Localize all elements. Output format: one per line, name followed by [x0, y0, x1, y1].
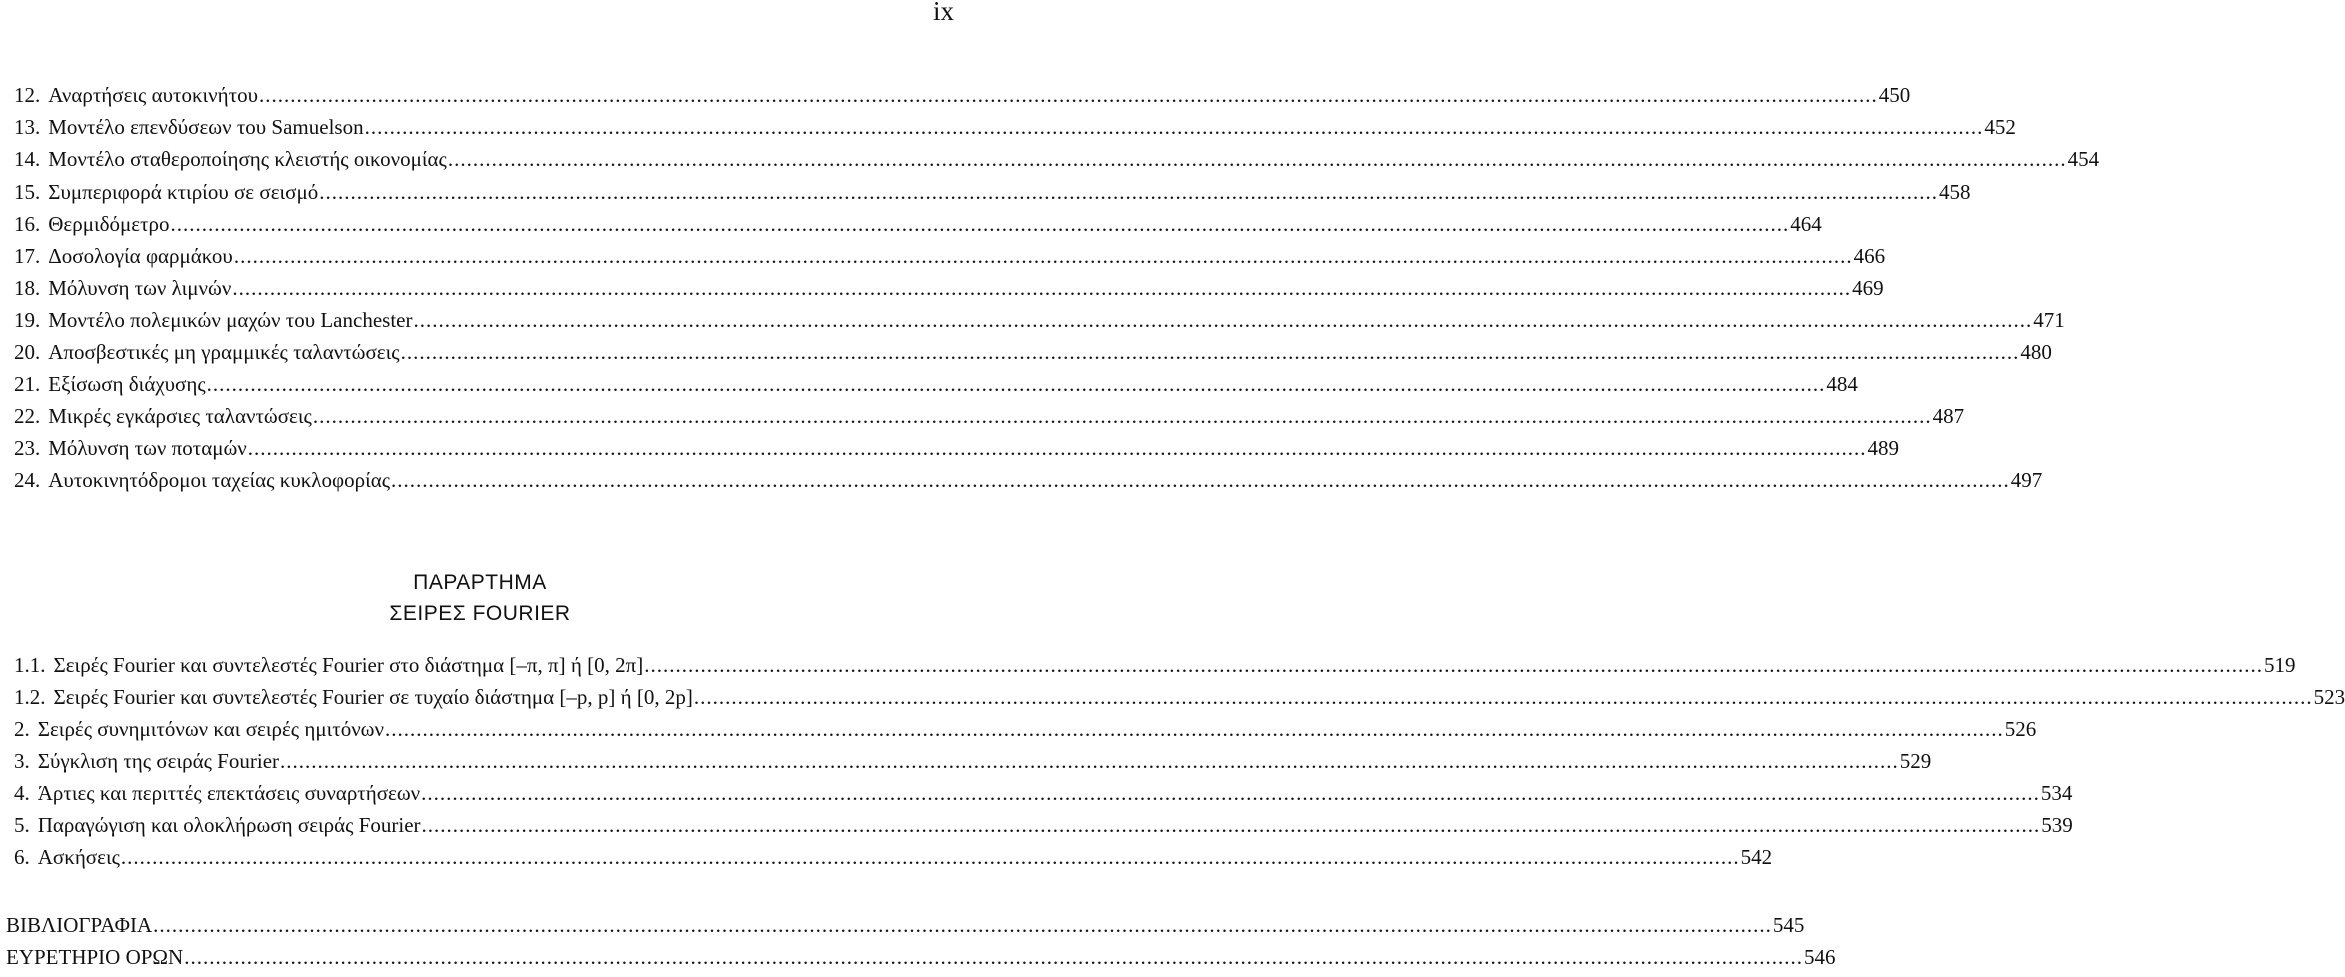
dot-leader: [365, 111, 1984, 143]
entry-page: 523: [2313, 685, 2345, 709]
entry-title: Σειρές συνημιτόνων και σειρές ημιτόνων: [37, 717, 385, 741]
entry-number: 15.: [14, 180, 41, 204]
toc-entry[interactable]: [14, 272, 1884, 304]
entry-page: 497: [2010, 468, 2043, 492]
entry-number: 20.: [14, 340, 41, 364]
toc-entry[interactable]: [14, 713, 2037, 745]
entry-title: Άρτιες και περιττές επεκτάσεις συναρτήσεων: [37, 781, 421, 805]
entry-number: 14.: [14, 147, 41, 171]
toc-entry[interactable]: [14, 304, 2065, 336]
entry-title: Μικρές εγκάρσιες ταλαντώσεις: [48, 404, 312, 428]
entry-number: 23.: [14, 436, 41, 460]
entry-title: Μοντέλο πολεμικών μαχών του Lanchester: [48, 308, 413, 332]
entry-number: 21.: [14, 372, 41, 396]
dot-leader: [259, 79, 1878, 111]
toc-entry[interactable]: [14, 176, 1971, 208]
entry-page: 480: [2020, 340, 2052, 364]
entry-number: 4.: [14, 781, 30, 805]
entry-title: Σειρές Fourier και συντελεστές Fourier σε τυχαίο διάστημα [–p, p] ή [0, 2p]: [53, 685, 693, 709]
entry-page: 484: [1826, 372, 1858, 396]
entry-title: Εξίσωση διάχυσης: [48, 372, 206, 396]
entry-title: Σειρές Fourier και συντελεστές Fourier στο διάστημα [–π, π] ή [0, 2π]: [53, 653, 644, 677]
toc-entry[interactable]: [14, 400, 1965, 432]
entry-page: 454: [2067, 147, 2100, 171]
dot-leader: [121, 841, 1740, 873]
dot-leader: [313, 400, 1932, 432]
entry-page: 526: [2004, 717, 2037, 741]
entry-number: 6.: [14, 845, 30, 869]
entry-title: Μόλυνση των ποταμών: [48, 436, 247, 460]
entry-number: 17.: [14, 244, 41, 268]
entry-title: Αναρτήσεις αυτοκινήτου: [48, 83, 258, 107]
entry-page: 466: [1853, 244, 1886, 268]
entry-number: 1.1.: [14, 653, 46, 677]
dot-leader: [184, 941, 1803, 973]
toc-entry[interactable]: [14, 208, 1822, 240]
toc-entry[interactable]: [14, 432, 1900, 464]
dot-leader: [319, 176, 1938, 208]
toc-entry[interactable]: [14, 143, 2100, 175]
entry-number: 24.: [14, 468, 41, 492]
entry-number: 19.: [14, 308, 41, 332]
toc-entry[interactable]: [14, 240, 1886, 272]
dot-leader: [280, 745, 1899, 777]
entry-title: Αποσβεστικές μη γραμμικές ταλαντώσεις: [48, 340, 400, 364]
entry-title: ΕΥΡΕΤΗΡΙΟ ΟΡΩΝ: [6, 945, 184, 969]
entry-title: Συμπεριφορά κτιρίου σε σεισμό: [48, 180, 319, 204]
dot-leader: [232, 272, 1851, 304]
entry-page: 458: [1939, 180, 1971, 204]
entry-page: 452: [1984, 115, 2016, 139]
page-number: ix: [932, 0, 954, 26]
dot-leader: [248, 432, 1867, 464]
toc-entry[interactable]: [14, 841, 1773, 873]
dot-leader: [385, 713, 2004, 745]
entry-page: 545: [1772, 913, 1805, 937]
entry-page: 519: [2263, 653, 2296, 677]
entry-title: Θερμιδόμετρο: [48, 212, 170, 236]
dot-leader: [171, 208, 1790, 240]
dot-leader: [391, 464, 2010, 496]
toc-entry[interactable]: [14, 745, 1932, 777]
dot-leader: [153, 909, 1772, 941]
entry-title: Μόλυνση των λιμνών: [48, 276, 232, 300]
entry-number: 13.: [14, 115, 41, 139]
entry-page: 464: [1790, 212, 1822, 236]
toc-entry[interactable]: [14, 809, 2073, 841]
entry-page: 487: [1932, 404, 1965, 428]
dot-leader: [401, 336, 2020, 368]
entry-page: 534: [2040, 781, 2073, 805]
dot-leader: [694, 681, 2313, 713]
entry-title: Σύγκλιση της σειράς Fourier: [37, 749, 280, 773]
entry-number: 1.2.: [14, 685, 46, 709]
entry-number: 12.: [14, 83, 41, 107]
entry-title: ΒΙΒΛΙΟΓΡΑΦΙΑ: [6, 913, 153, 937]
dot-leader: [644, 649, 2263, 681]
entry-page: 529: [1899, 749, 1932, 773]
entry-page: 539: [2041, 813, 2073, 837]
entry-page: 450: [1878, 83, 1911, 107]
entry-title: Παραγώγιση και ολοκλήρωση σειράς Fourier: [37, 813, 421, 837]
entry-title: Ασκήσεις: [37, 845, 120, 869]
entry-page: 471: [2033, 308, 2065, 332]
toc-entry[interactable]: [14, 111, 2016, 143]
dot-leader: [234, 240, 1853, 272]
entry-page: 469: [1852, 276, 1884, 300]
entry-page: 489: [1867, 436, 1900, 460]
dot-leader: [421, 777, 2040, 809]
toc-entry[interactable]: [14, 336, 2052, 368]
entry-page: 542: [1740, 845, 1773, 869]
entry-title: Αυτοκινητόδρομοι ταχείας κυκλοφορίας: [48, 468, 391, 492]
entry-number: 5.: [14, 813, 30, 837]
entry-number: 22.: [14, 404, 41, 428]
entry-title: Μοντέλο σταθεροποίησης κλειστής οικονομίας: [48, 147, 447, 171]
toc-entry[interactable]: [14, 649, 2296, 681]
entry-number: 3.: [14, 749, 30, 773]
entry-number: 2.: [14, 717, 30, 741]
toc-entry[interactable]: [14, 681, 2345, 713]
toc-entry-index[interactable]: [6, 941, 1836, 973]
toc-entry-bibliography[interactable]: [6, 909, 1805, 941]
toc-entry[interactable]: [14, 777, 2073, 809]
entry-title: Μοντέλο επενδύσεων του Samuelson: [48, 115, 364, 139]
appendix-heading: ΠΑΡΑΡΤΗΜΑ: [413, 571, 547, 594]
dot-leader: [207, 368, 1826, 400]
entry-page: 546: [1803, 945, 1836, 969]
entry-number: 18.: [14, 276, 41, 300]
toc-entry[interactable]: [14, 79, 1911, 111]
appendix-subheading: ΣΕΙΡΕΣ FOURIER: [389, 602, 571, 625]
entry-number: 16.: [14, 212, 41, 236]
toc-entry[interactable]: [14, 464, 2043, 496]
toc-entry[interactable]: [14, 368, 1858, 400]
dot-leader: [422, 809, 2041, 841]
dot-leader: [413, 304, 2032, 336]
entry-title: Δοσολογία φαρμάκου: [48, 244, 233, 268]
dot-leader: [448, 143, 2067, 175]
